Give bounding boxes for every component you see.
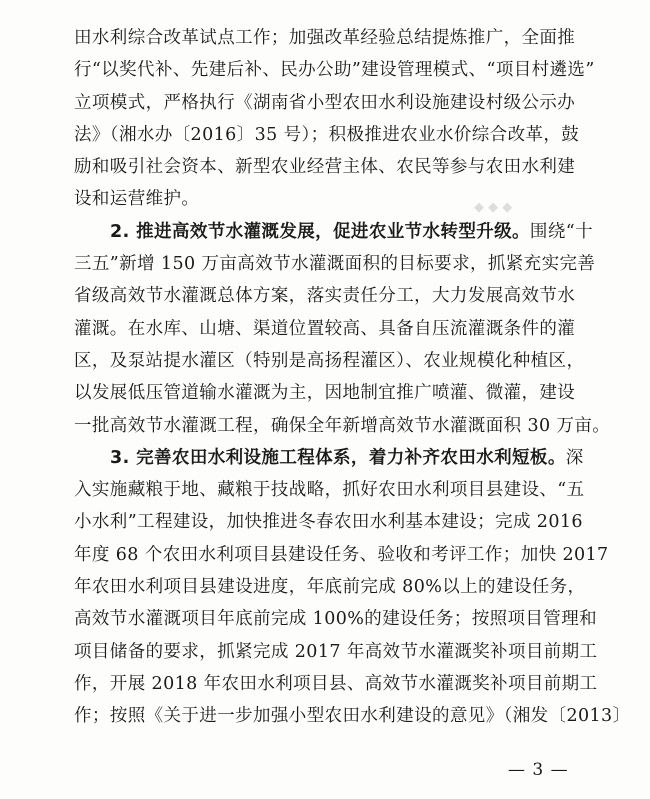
paragraph2-line: 区，及泵站提水灌区（特别是高扬程灌区）、农业规模化种植区， xyxy=(74,350,585,371)
paragraph3-line: 作，开展 2018 年农田水利项目县、高效节水灌溉奖补项目前期工 xyxy=(74,673,598,694)
paragraph2-line: 以发展低压管道输水灌溉为主，因地制宜推广喷灌、微灌，建设 xyxy=(74,383,576,404)
paragraph1-line: 法》（湘水办〔2016〕35 号）；积极推进农业水价综合改革，鼓 xyxy=(74,124,580,145)
page-number: — 3 — xyxy=(508,760,569,780)
bleed-through-text: ◆ ◆ ◆ xyxy=(474,200,513,215)
paragraph2-line: 一批高效节水灌溉工程，确保全年新增高效节水灌溉面积 30 万亩。 xyxy=(74,415,611,436)
paragraph3-line: 入实施藏粮于地、藏粮于技战略，抓好农田水利项目县建设、“五 xyxy=(74,480,585,501)
paragraph3-line: 高效节水灌溉项目年底前完成 100%的建设任务；按照项目管理和 xyxy=(74,609,597,630)
paragraph2-line: 省级高效节水灌溉总体方案，落实责任分工，大力发展高效节水 xyxy=(74,286,576,307)
paragraph1-line: 田水利综合改革试点工作；加强改革经验总结提炼推广，全面推 xyxy=(74,28,576,48)
paragraph3-line: 项目储备的要求，抓紧完成 2017 年高效节水灌溉奖补项目前期工 xyxy=(74,641,598,662)
paragraph3-line: 小水利”工程建设，加快推进冬春农田水利基本建设；完成 2016 xyxy=(74,512,583,533)
paragraph3-heading-tail: 深 xyxy=(565,447,584,468)
paragraph2-first-line xyxy=(74,216,593,248)
paragraph1-line: 设和运营维护。 xyxy=(74,189,200,210)
paragraph1-line: 励和吸引社会资本、新型农业经营主体、农民等参与农田水利建 xyxy=(74,157,576,178)
paragraph2-line: 三五”新增 150 万亩高效节水灌溉面积的目标要求，抓紧充实完善 xyxy=(74,254,596,275)
paragraph3-first-line xyxy=(74,442,584,474)
paragraph2-heading: 2. 推进高效节水灌溉发展，促进农业节水转型升级。 xyxy=(110,221,530,242)
paragraph3-line: 年农田水利项目县建设进度，年底前完成 80%以上的建设任务， xyxy=(74,577,586,598)
paragraph1-line: 立项模式，严格执行《湖南省小型农田水利设施建设村级公示办 xyxy=(74,92,576,113)
body-text xyxy=(74,22,631,733)
paragraph2-heading-tail: 围绕“十 xyxy=(529,221,593,242)
paragraph3-line: 年度 68 个农田水利项目县建设任务、验收和考评工作；加快 2017 xyxy=(74,544,609,565)
paragraph3-line: 作；按照《关于进一步加强小型农田水利建设的意见》（湘发〔2013〕 xyxy=(74,706,631,727)
paragraph1-line: 行“以奖代补、先建后补、民办公助”建设管理模式、“项目村遴选” xyxy=(74,60,595,81)
paragraph2-line: 灌溉。在水库、山塘、渠道位置较高、具备自压流灌溉条件的灌 xyxy=(74,318,576,339)
paragraph3-heading: 3. 完善农田水利设施工程体系，着力补齐农田水利短板。 xyxy=(110,447,566,468)
